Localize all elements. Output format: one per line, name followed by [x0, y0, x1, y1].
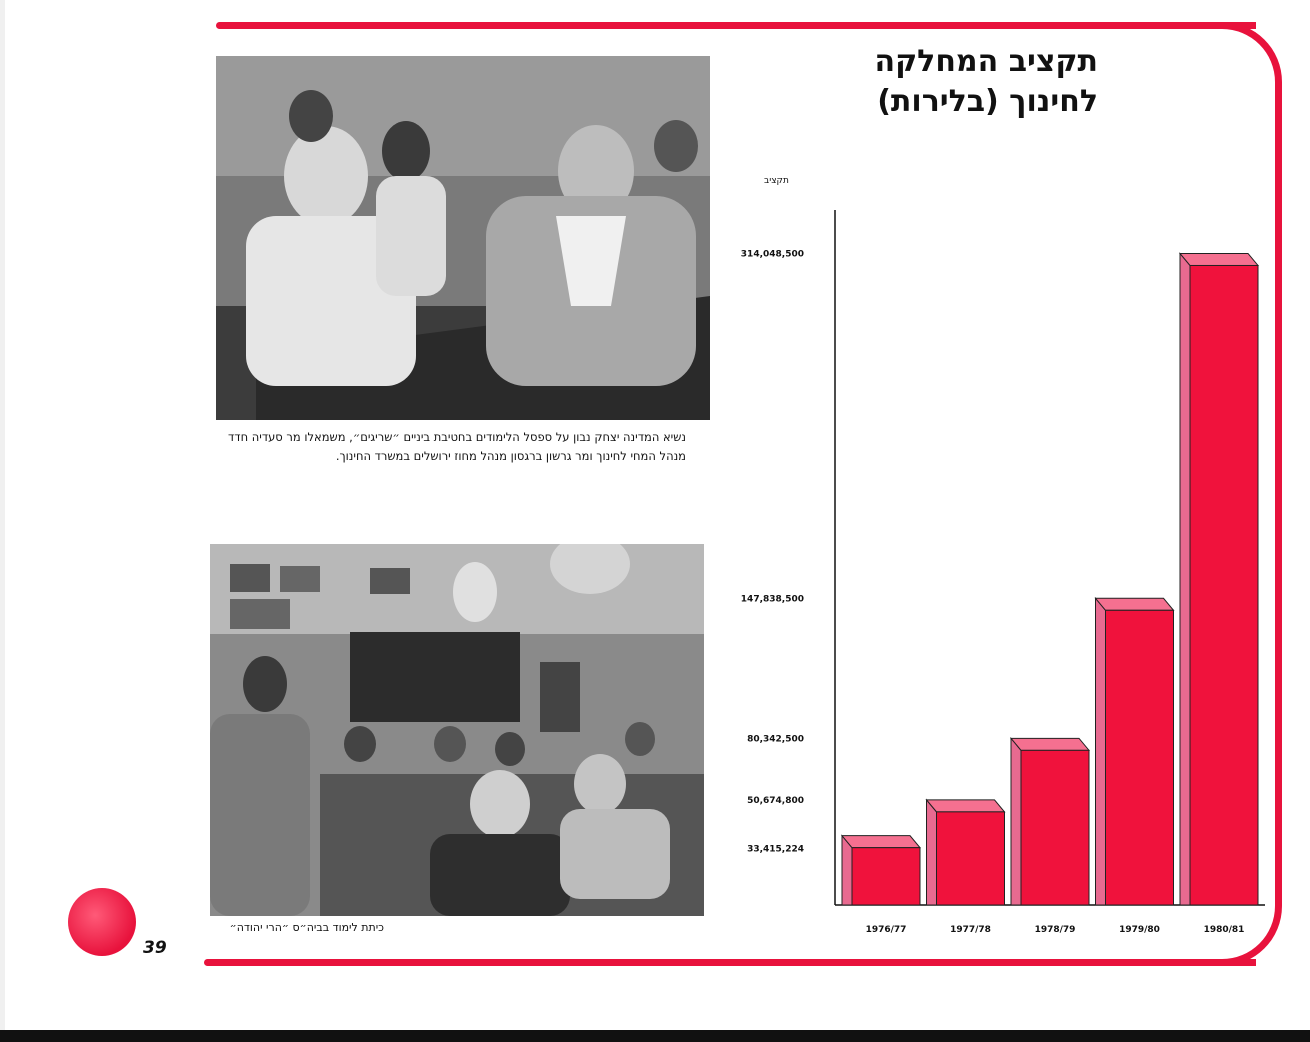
bar-side-1977/78 — [927, 800, 937, 905]
page-number: 39 — [143, 938, 167, 958]
title-line-1: תקציב המחלקה — [874, 44, 1098, 79]
y-tick-label: 33,415,224 — [747, 844, 804, 855]
bar-top-1976/77 — [842, 836, 920, 848]
x-tick-label: 1980/81 — [1203, 925, 1245, 935]
emblem-logo — [68, 888, 136, 956]
y-axis-title: תקציב — [764, 176, 789, 186]
page-edge — [0, 0, 5, 1042]
title-line-2: לחינוך (בלירות) — [877, 84, 1098, 119]
bar-side-1980/81 — [1180, 253, 1190, 905]
bar-1978/79 — [1021, 750, 1089, 905]
red-frame-top — [216, 22, 1256, 29]
page-title — [874, 42, 1098, 122]
bar-top-1977/78 — [927, 800, 1005, 812]
y-tick-label: 50,674,800 — [747, 795, 804, 806]
bar-side-1978/79 — [1011, 738, 1021, 905]
bar-1979/80 — [1106, 610, 1174, 905]
x-tick-label: 1976/77 — [865, 925, 907, 935]
y-tick-label: 314,048,500 — [740, 249, 804, 260]
photo-president-classroom — [216, 56, 710, 420]
y-tick-label: 80,342,500 — [747, 734, 804, 745]
budget-bar-chart — [720, 160, 1270, 950]
scan-bottom-band — [0, 1030, 1310, 1042]
bar-1980/81 — [1190, 265, 1258, 905]
photo-school-class — [210, 544, 704, 916]
bar-1976/77 — [852, 848, 920, 905]
bar-top-1979/80 — [1096, 598, 1174, 610]
photo-caption-2: כיתת לימוד בביה״ס ״הרי יהודה״ — [229, 921, 384, 934]
x-tick-label: 1977/78 — [950, 925, 991, 935]
x-tick-label: 1978/79 — [1034, 925, 1076, 935]
bar-1977/78 — [937, 812, 1005, 905]
bar-side-1979/80 — [1096, 598, 1106, 905]
photo-caption-1: נשיא המדינה יצחק נבון על ספסל הלימודים בחטיבת ביניים ״שריגים״, משמאלו מר סעדיה חדד מנהל המחי לחינוך ומר גרשון ברגסון מנהל מחוז ירושלים במשרד החינוך. — [228, 430, 686, 463]
bar-top-1980/81 — [1180, 253, 1258, 265]
red-frame-bottom — [204, 959, 1256, 966]
x-tick-label: 1979/80 — [1119, 925, 1160, 935]
y-tick-label: 147,838,500 — [740, 594, 804, 605]
bar-top-1978/79 — [1011, 738, 1089, 750]
